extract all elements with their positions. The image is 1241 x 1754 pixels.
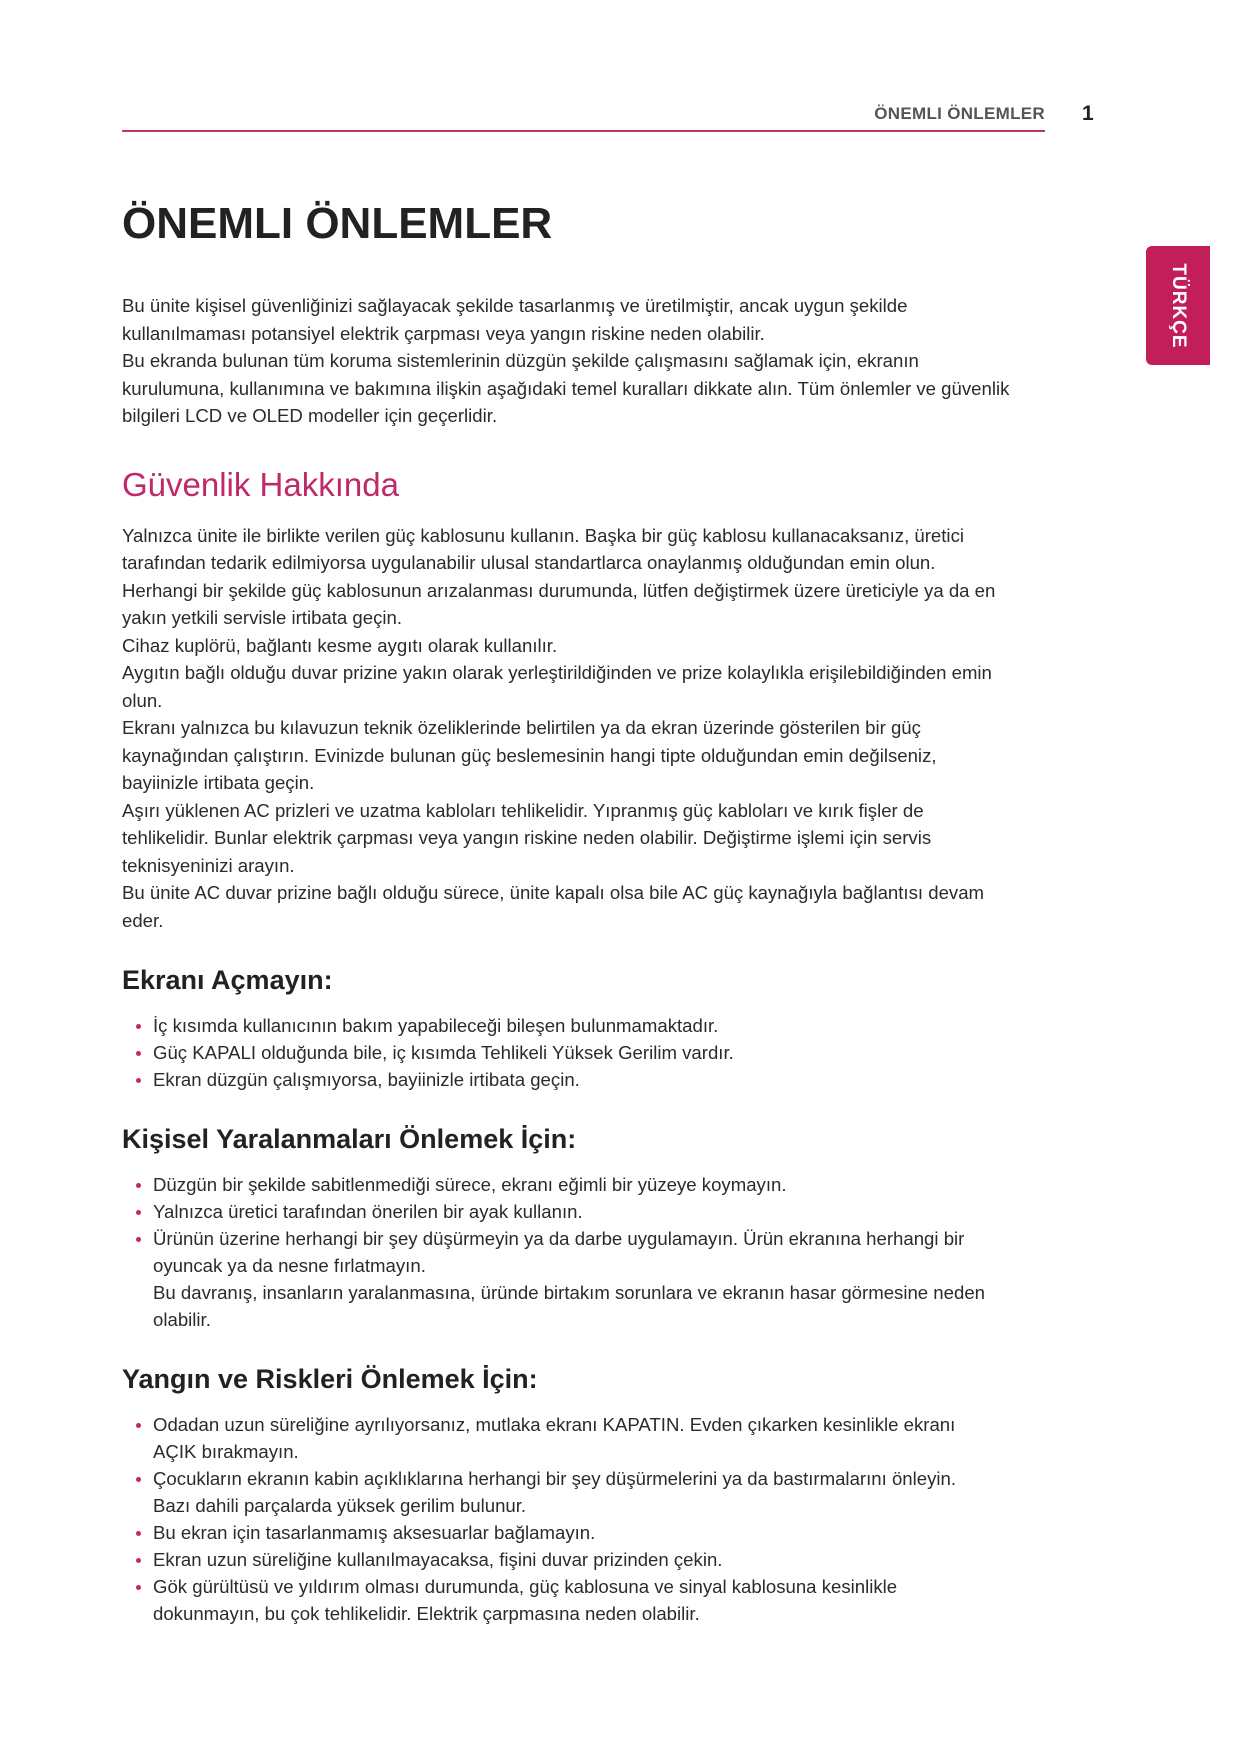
list-item (122, 1573, 1107, 1627)
safety-line: Ekranı yalnızca bu kılavuzun teknik özeliklerinde belirtilen ya da ekran üzerinde gösterilen bir güç (122, 717, 921, 738)
list-item (122, 1066, 1107, 1093)
safety-line: yakın yetkili servisle irtibata geçin. (122, 607, 403, 628)
intro-line: kullanılmaması potansiyel elektrik çarpması veya yangın riskine neden olabilir. (122, 322, 765, 344)
list-item-text: Ekran uzun süreliğine kullanılmayacaksa, fişini duvar prizinden çekin. (153, 1549, 723, 1570)
list-item-text: Bu davranış, insanların yaralanmasına, üründe birtakım sorunlara ve ekranın hasar görmesine neden (153, 1282, 986, 1303)
bullet-list-open (122, 1012, 1107, 1093)
list-item (122, 1039, 1107, 1066)
section-heading-injury: Kişisel Yaralanmaları Önlemek İçin: (122, 1124, 577, 1154)
language-tab (1146, 246, 1210, 365)
header-divider (122, 130, 1045, 132)
safety-line: kaynağından çalıştırın. Evinizde bulunan güç beslemesinin hangi tipte olduğundan emin değilseniz, (122, 744, 937, 766)
list-item (122, 1171, 1107, 1198)
list-item-text: Güç KAPALI olduğunda bile, iç kısımda Tehlikeli Yüksek Gerilim vardır. (153, 1042, 734, 1063)
page-title: ÖNEMLI ÖNLEMLER (122, 199, 553, 248)
bullet-list-injury (122, 1171, 1107, 1333)
list-item-text: olabilir. (153, 1309, 211, 1330)
section-heading-open: Ekranı Açmayın: (122, 965, 333, 995)
intro-line: Bu ünite kişisel güvenliğinizi sağlayacak şekilde tasarlanmış ve üretilmiştir, ancak uygun şekilde (122, 295, 908, 316)
list-item (122, 1546, 1107, 1573)
list-item-text: İç kısımda kullanıcının bakım yapabileceği bileşen bulunmamaktadır. (153, 1015, 719, 1036)
list-item (122, 1519, 1107, 1546)
safety-line: Aşırı yüklenen AC prizleri ve uzatma kabloları tehlikelidir. Yıpranmış güç kabloları ve kırık fişler de (122, 799, 924, 821)
list-item-text: Çocukların ekranın kabin açıklıklarına herhangi bir şey düşürmelerini ya da bastırmalarını önleyin. (153, 1468, 957, 1489)
list-item-text: Bazı dahili parçalarda yüksek gerilim bulunur. (153, 1495, 527, 1516)
running-header-title: ÖNEMLI ÖNLEMLER (874, 104, 1045, 123)
page-content (122, 196, 1107, 1627)
safety-line: bayiinizle irtibata geçin. (122, 772, 315, 793)
safety-heading: Güvenlik Hakkında (122, 465, 399, 503)
intro-paragraph (122, 292, 1107, 430)
intro-line: kurulumuna, kullanımına ve bakımına ilişkin aşağıdaki temel kuralları dikkate alın. Tüm önlemler ve güvenlik (122, 377, 1010, 399)
list-item-text: Bu ekran için tasarlanmamış aksesuarlar bağlamayın. (153, 1522, 596, 1543)
list-item (122, 1411, 1107, 1465)
safety-line: Cihaz kuplörü, bağlantı kesme aygıtı olarak kullanılır. (122, 634, 558, 656)
list-item-text: Yalnızca üretici tarafından önerilen bir ayak kullanın. (153, 1201, 583, 1222)
list-item-text: Ekran düzgün çalışmıyorsa, bayiinizle irtibata geçin. (153, 1069, 580, 1090)
safety-line: Aygıtın bağlı olduğu duvar prizine yakın olarak yerleştirildiğinden ve prize kolaylıkla erişilebildiğinden emin (122, 662, 992, 683)
list-item-text: Düzgün bir şekilde sabitlenmediği sürece, ekranı eğimli bir yüzeye koymayın. (153, 1174, 787, 1195)
list-item-text: dokunmayın, bu çok tehlikelidir. Elektrik çarpmasına neden olabilir. (153, 1603, 700, 1624)
safety-line: Yalnızca ünite ile birlikte verilen güç kablosunu kullanın. Başka bir güç kablosu kullanacaksanız, üretici (122, 524, 964, 546)
safety-line: teknisyeninizi arayın. (122, 854, 295, 876)
safety-line: eder. (122, 909, 164, 931)
list-item-text: Odadan uzun süreliğine ayrılıyorsanız, mutlaka ekranı KAPATIN. Evden çıkarken kesinlikle ekranı (153, 1414, 956, 1435)
safety-line: tarafından tedarik edilmiyorsa uygulanabilir ulusal standartlarca onaylanmış olduğundan emin olun. (122, 552, 936, 573)
list-item (122, 1465, 1107, 1519)
language-tab-label: TÜRKÇE (1168, 262, 1189, 349)
safety-line: tehlikelidir. Bunlar elektrik çarpması veya yangın riskine neden olabilir. Değiştirme işlemi için servis (122, 827, 932, 848)
safety-line: Bu ünite AC duvar prizine bağlı olduğu sürece, ünite kapalı olsa bile AC güç kaynağıyla bağlantısı devam (122, 882, 985, 903)
list-item-text: Gök gürültüsü ve yıldırım olması durumunda, güç kablosuna ve sinyal kablosuna kesinlikle (153, 1576, 898, 1597)
list-item (122, 1225, 1107, 1333)
list-item (122, 1012, 1107, 1039)
safety-paragraph (122, 522, 1107, 935)
section-heading-fire: Yangın ve Riskleri Önlemek İçin: (122, 1364, 538, 1394)
safety-line: olun. (122, 689, 163, 711)
page-number: 1 (1082, 102, 1094, 125)
intro-line: bilgileri LCD ve OLED modeller için geçerlidir. (122, 405, 498, 426)
bullet-list-fire (122, 1411, 1107, 1627)
safety-line: Herhangi bir şekilde güç kablosunun arızalanması durumunda, lütfen değiştirmek üzere üreticiyle ya da en (122, 579, 996, 601)
list-item-text: oyuncak ya da nesne fırlatmayın. (153, 1255, 426, 1276)
list-item (122, 1198, 1107, 1225)
list-item-text: AÇIK bırakmayın. (153, 1441, 299, 1462)
list-item-text: Ürünün üzerine herhangi bir şey düşürmeyin ya da darbe uygulamayın. Ürün ekranına herhangi bir (153, 1228, 965, 1249)
intro-line: Bu ekranda bulunan tüm koruma sistemlerinin düzgün şekilde çalışmasını sağlamak için, ekranın (122, 350, 919, 371)
